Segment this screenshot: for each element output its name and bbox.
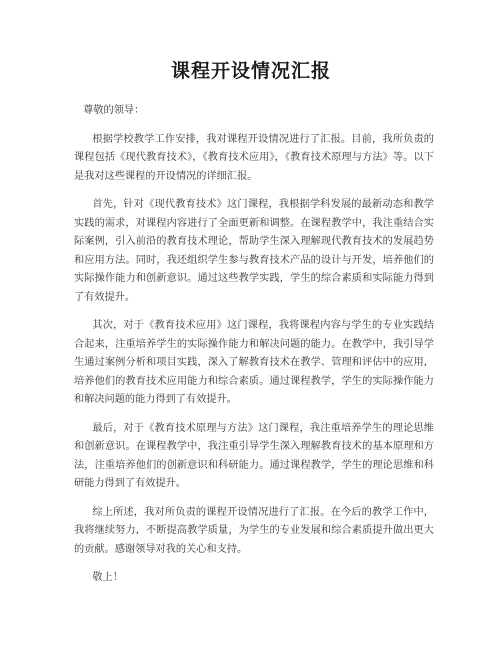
greeting-line: 尊敬的领导： bbox=[83, 105, 145, 116]
closing-line: 敬上！ bbox=[92, 572, 123, 583]
paragraph-first-course: 首先，针对《现代教育技术》这门课程，我根据学科发展的最新动态和教学实践的需求，对课程内容进行了全面更新和调整。在课程教学中，我注重结合实际案例，引入前沿的教育技术理论，帮助学生深入理解现代教育技术的发展趋势和应用方法。同时，我还组织学生参与教育技术产品的设计与开发，培养他们的实际操作能力和创新意识。通过这些教学实践，学生的综合素质和实际能力得到了有效提升。 bbox=[74, 199, 434, 303]
page-title: 课程开设情况汇报 bbox=[170, 60, 331, 82]
paragraph-third-course: 最后，对于《教育技术原理与方法》这门课程，我注重培养学生的理论思维和创新意识。在课程教学中，我注重引导学生深入理解教育技术的基本原理和方法，注重培养他们的创新意识和科研能力。通过课程教学，学生的理论思维和科研能力得到了有效提升。 bbox=[74, 422, 434, 489]
document-body bbox=[74, 102, 434, 598]
paragraph-second-course: 其次，对于《教育技术应用》这门课程，我将课程内容与学生的专业实践结合起来，注重培养学生的实际操作能力和解决问题的能力。在教学中，我引导学生通过案例分析和项目实践，深入了解教育技术在教学、管理和评估中的应用，培养他们的教育技术应用能力和综合素质。通过课程教学，学生的实际操作能力和解决问题的能力得到了有效提升。 bbox=[74, 320, 434, 405]
paragraph-intro: 根据学校教学工作安排，我对课程开设情况进行了汇报。目前，我所负责的课程包括《现代教育技术》，《教育技术应用》，《教育技术原理与方法》等。以下是我对这些课程的开设情况的详细汇报。 bbox=[74, 133, 434, 182]
paragraph-summary: 综上所述，我对所负责的课程开设情况进行了汇报。在今后的教学工作中，我将继续努力，不断提高教学质量，为学生的专业发展和综合素质提升做出更大的贡献。感谢领导对我的关心和支持。 bbox=[74, 506, 434, 555]
